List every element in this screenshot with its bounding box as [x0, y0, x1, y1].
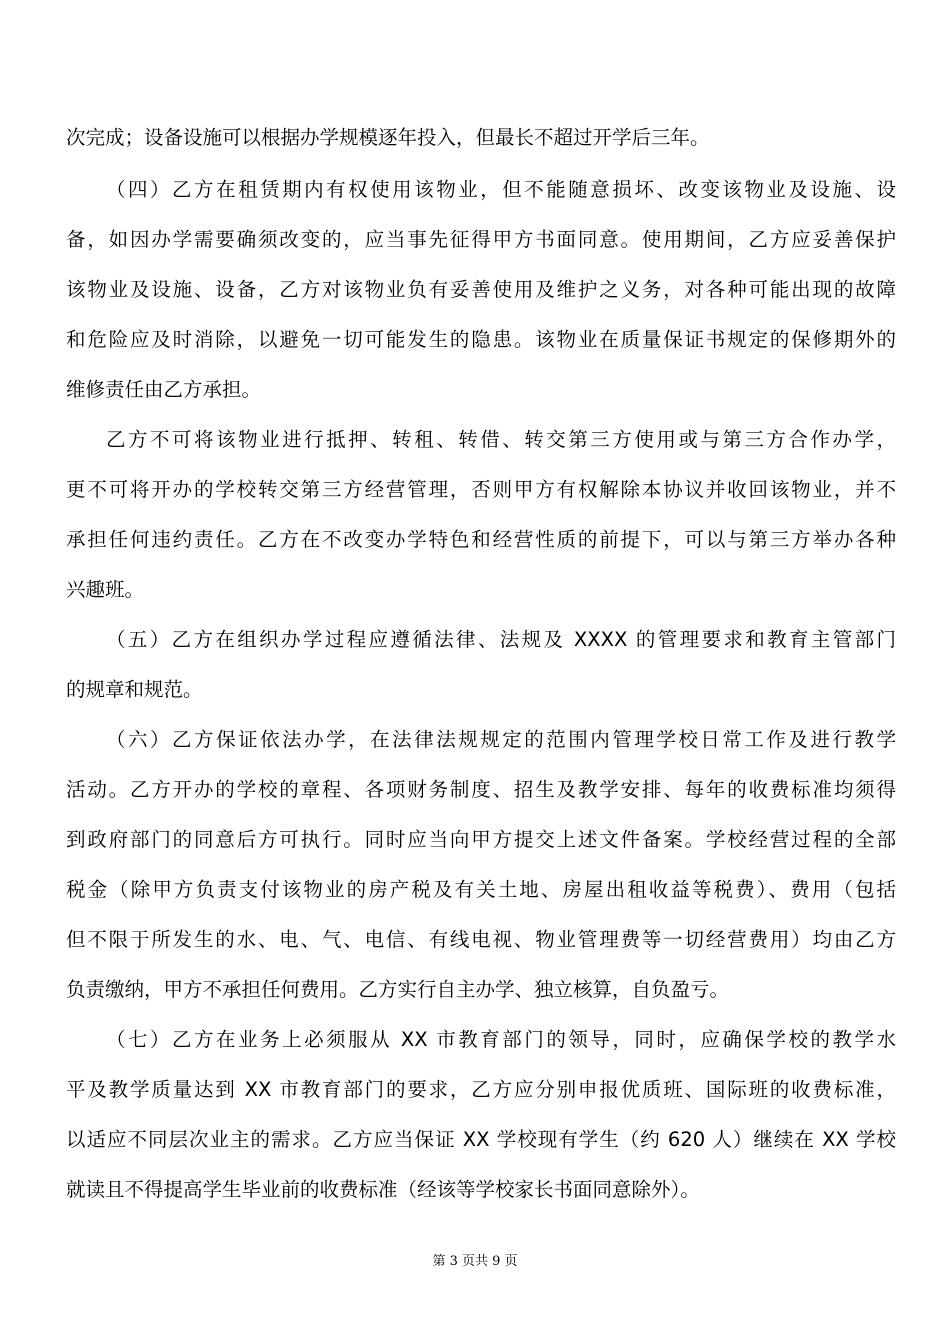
- text-line: 更不可将开办的学校转交第三方经营管理，否则甲方有权解除本协议并收回该物业，并不: [66, 478, 896, 501]
- text-line: 就读且不得提高学生毕业前的收费标准（经该等学校家长书面同意除外）。: [66, 1178, 700, 1201]
- text-line: （四）乙方在租赁期内有权使用该物业，但不能随意损坏、改变该物业及设施、设: [106, 178, 896, 201]
- text-line: 活动。乙方开办的学校的章程、各项财务制度、招生及教学安排、每年的收费标准均须得: [66, 778, 896, 801]
- page-number-footer: 第 3 页共 9 页: [432, 1254, 518, 1269]
- text-line: 到政府部门的同意后方可执行。同时应当向甲方提交上述文件备案。学校经营过程的全部: [66, 828, 896, 851]
- text-line: 乙方不可将该物业进行抵押、转租、转借、转交第三方使用或与第三方合作办学，: [106, 428, 896, 451]
- text-line: （六）乙方保证依法办学，在法律法规规定的范围内管理学校日常工作及进行教学: [106, 728, 896, 751]
- text-line: 以适应不同层次业主的需求。乙方应当保证 XX 学校现有学生（约 620 人）继续在 XX 学校: [66, 1128, 896, 1151]
- text-line: 负责缴纳，甲方不承担任何费用。乙方实行自主办学、独立核算，自负盈亏。: [66, 978, 730, 1001]
- text-line: 但不限于所发生的水、电、气、电信、有线电视、物业管理费等一切经营费用）均由乙方: [66, 928, 896, 951]
- text-line: 的规章和规范。: [66, 678, 203, 701]
- text-line: 次完成；设备设施可以根据办学规模逐年投入，但最长不超过开学后三年。: [66, 126, 710, 149]
- text-line: 承担任何违约责任。乙方在不改变办学特色和经营性质的前提下，可以与第三方举办各种: [66, 528, 896, 551]
- text-line: 备，如因办学需要确须改变的，应当事先征得甲方书面同意。使用期间，乙方应妥善保护: [66, 228, 896, 251]
- text-line: 维修责任由乙方承担。: [66, 378, 262, 401]
- text-line: 平及教学质量达到 XX 市教育部门的要求，乙方应分别申报优质班、国际班的收费标准，: [66, 1078, 896, 1101]
- text-line: 和危险应及时消除，以避免一切可能发生的隐患。该物业在质量保证书规定的保修期外的: [66, 328, 896, 351]
- text-line: 该物业及设施、设备，乙方对该物业负有妥善使用及维护之义务，对各种可能出现的故障: [66, 278, 896, 301]
- text-line: （七）乙方在业务上必须服从 XX 市教育部门的领导，同时，应确保学校的教学水: [106, 1028, 896, 1051]
- text-line: 税金（除甲方负责支付该物业的房产税及有关土地、房屋出租收益等税费）、费用（包括: [66, 878, 896, 901]
- text-line: （五）乙方在组织办学过程应遵循法律、法规及 XXXX 的管理要求和教育主管部门: [106, 628, 896, 651]
- text-line: 兴趣班。: [66, 578, 145, 601]
